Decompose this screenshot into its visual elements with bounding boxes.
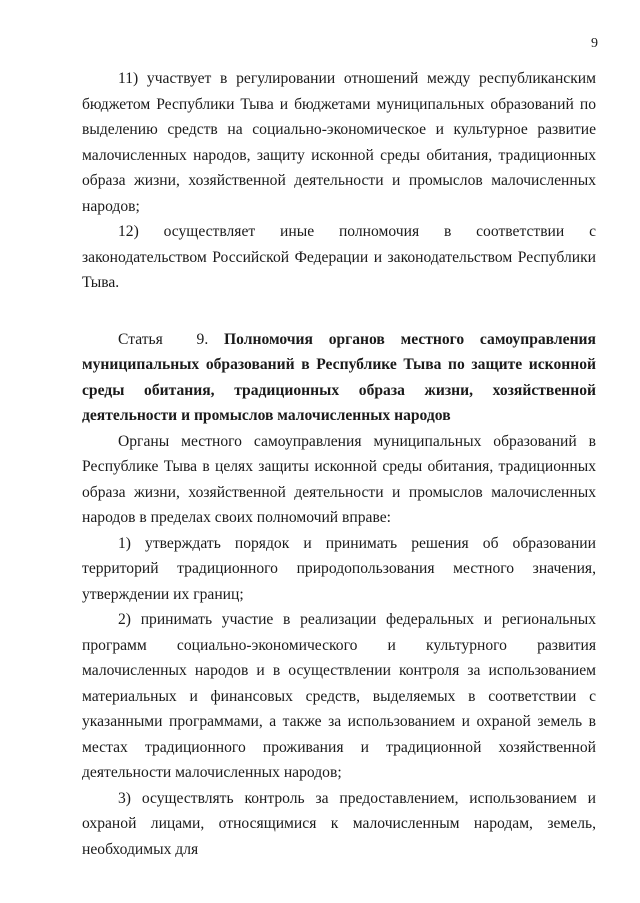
paragraph-item-12: 12) осуществляет иные полномочия в соответствии с законодательством Российской Федерации и законодательством Республики Тыва. (82, 223, 596, 291)
article-label: Статья 9. (118, 330, 209, 348)
page-number: 9 (591, 36, 598, 51)
paragraph-item-3: 3) осуществлять контроль за предоставлением, использованием и охраной лицами, относящимися к малочисленным народам, земель, необходимых для (82, 789, 596, 858)
paragraph-item-11: 11) участвует в регулировании отношений между республиканским бюджетом Республики Тыва и бюджетами муниципальных образований по выделению средств на социально-экономическое и культурное развитие малочисленных народов, защиту исконной среды обитания, традиционных образа жизни, хозяйственной деятельности и промыслов малочисленных народов; (82, 70, 596, 215)
document-body (82, 66, 596, 862)
article-title (82, 327, 596, 429)
paragraph-item-1: 1) утверждать порядок и принимать решения об образовании территорий традиционного природопользования местного значения, утверждении их границ; (82, 534, 596, 603)
article-intro: Органы местного самоуправления муниципальных образований в Республике Тыва в целях защиты исконной среды обитания, традиционных образа жизни, хозяйственной деятельности и промыслов малочисленных народов в пределах своих полномочий вправе: (82, 432, 596, 526)
paragraph-item-2: 2) принимать участие в реализации федеральных и региональных программ социально-экономического и культурного развития малочисленных народов и в осуществлении контроля за использованием материальных и финансовых средств, выделяемых в соответствии с указанными программами, а также за использованием и охраной земель в местах традиционного проживания и традиционной хозяйственной деятельности малочисленных народов; (82, 611, 596, 781)
section-gap (82, 296, 596, 327)
article-heading: Полномочия органов местного самоуправления муниципальных образований в Республике Тыва по защите исконной среды обитания, традиционных образа жизни, хозяйственной деятельности и промыслов малочисленных народов (82, 330, 596, 424)
